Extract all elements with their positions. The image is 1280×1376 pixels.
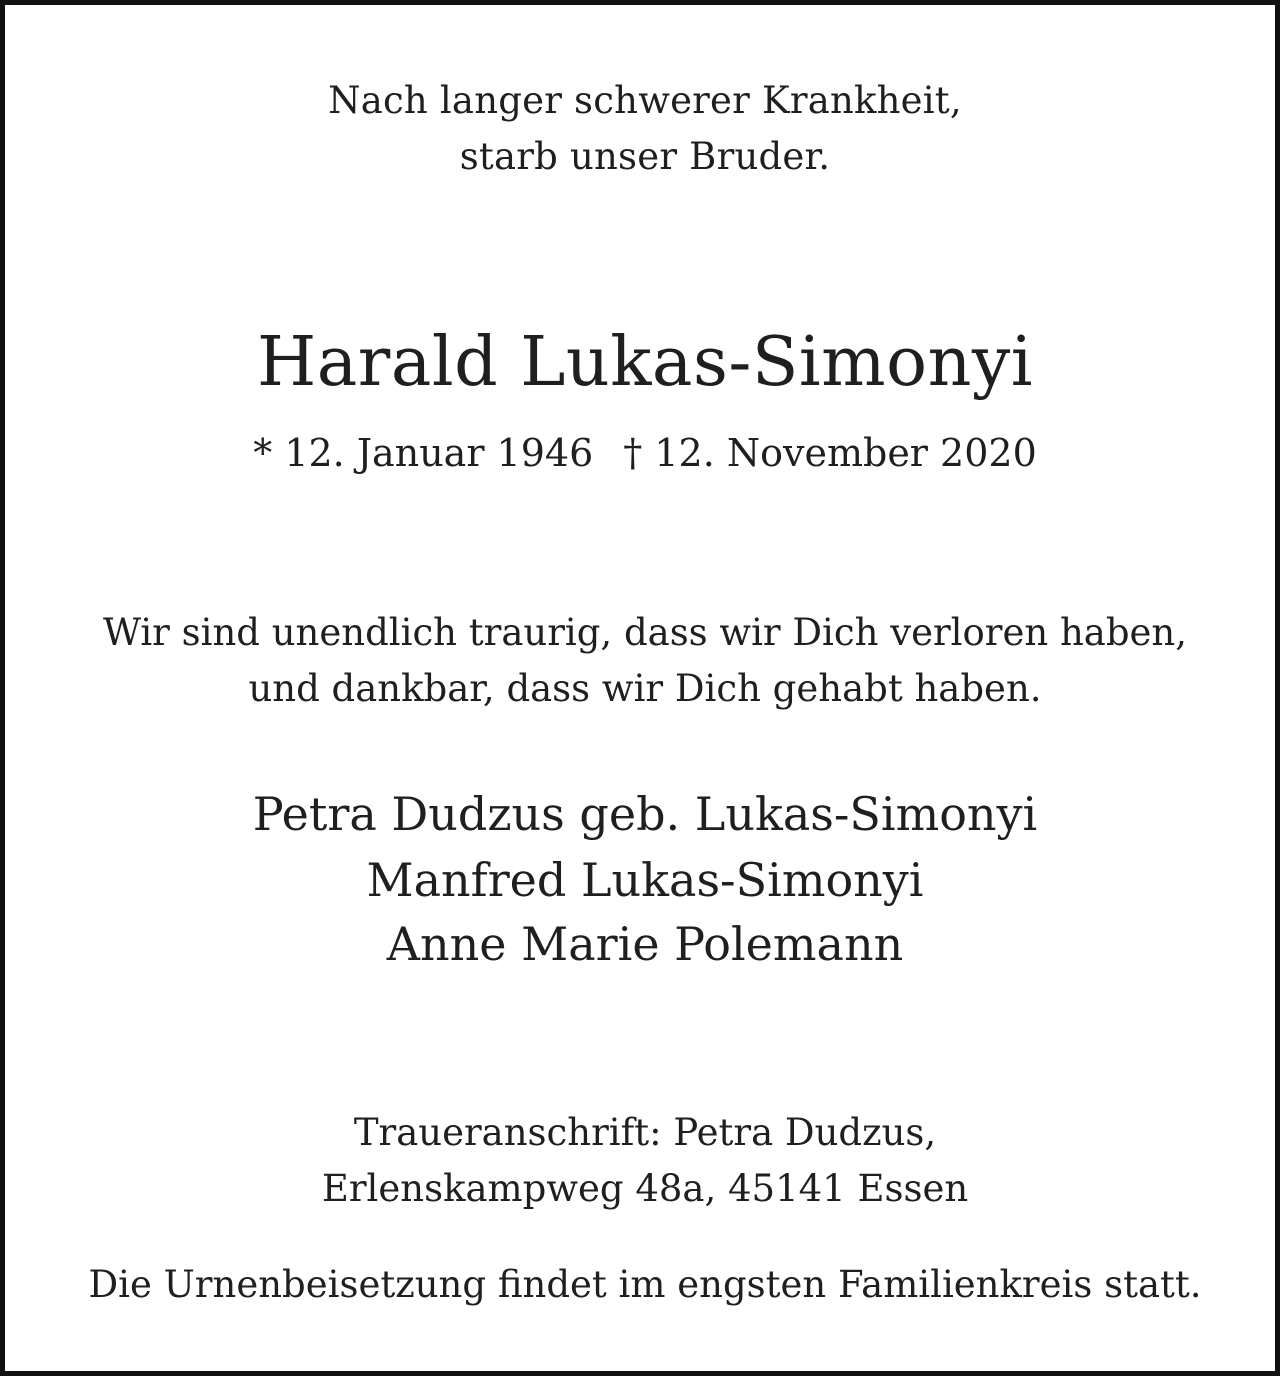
intro-line-2: starb unser Bruder. xyxy=(459,135,831,178)
address-line-1: Traueranschrift: Petra Dudzus, xyxy=(353,1111,937,1154)
quote-line-2: und dankbar, dass wir Dich gehabt haben. xyxy=(248,667,1042,710)
birth-date: * 12. Januar 1946 xyxy=(253,431,594,475)
intro-line-1: Nach langer schwerer Krankheit, xyxy=(328,79,962,122)
mourner-name: Manfred Lukas-Simonyi xyxy=(366,853,924,907)
death-date: † 12. November 2020 xyxy=(623,431,1037,475)
deceased-name: Harald Lukas-Simonyi xyxy=(256,323,1034,402)
mourner-name: Anne Marie Polemann xyxy=(386,917,904,971)
burial-notice: Die Urnenbeisetzung findet im engsten Familienkreis statt. xyxy=(88,1263,1202,1306)
life-dates xyxy=(5,431,1280,475)
quote-line-1: Wir sind unendlich traurig, dass wir Dich verloren haben, xyxy=(102,611,1188,654)
address-line-2: Erlenskampweg 48a, 45141 Essen xyxy=(321,1167,969,1210)
mourner-name: Petra Dudzus geb. Lukas-Simonyi xyxy=(252,787,1038,841)
